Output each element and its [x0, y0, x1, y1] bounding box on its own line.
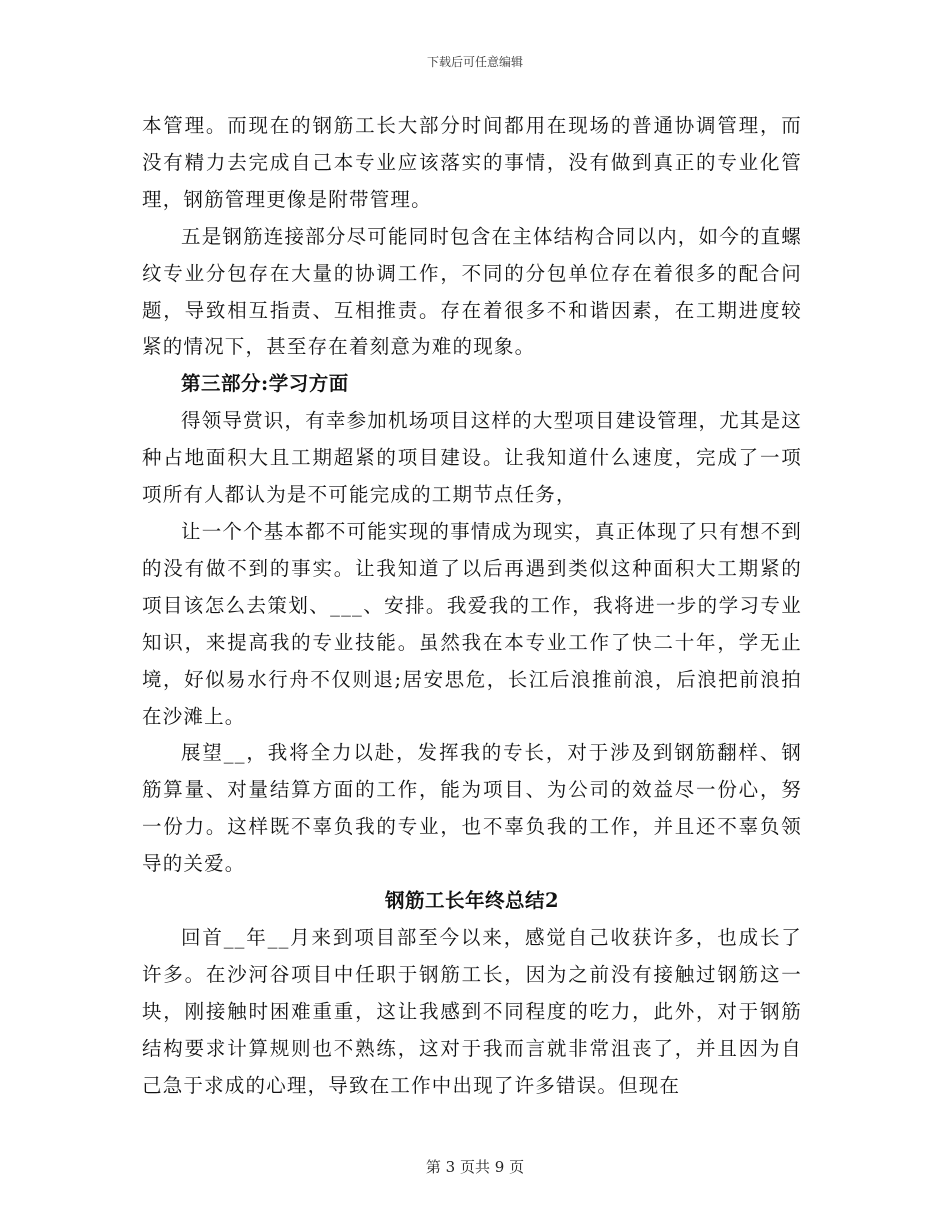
document-title: 钢筋工长年终总结2 [384, 889, 560, 913]
paragraph-learning-1: 得领导赏识，有幸参加机场项目这样的大型项目建设管理，尤其是这种占地面积大且工期超紧的项目建设。让我知道什么速度，完成了一项项所有人都认为是不可能完成的工期节点任务， [142, 409, 803, 507]
paragraph-outlook: 展望__，我将全力以赴，发挥我的专长，对于涉及到钢筋翻样、钢筋算量、对量结算方面的工作，能为项目、为公司的效益尽一份心，努一份力。这样既不辜负我的专业，也不辜负我的工作，并且还不辜负领导的关爱。 [142, 741, 802, 876]
paragraph-learning-2: 让一个个基本都不可能实现的事情成为现实，真正体现了只有想不到的没有做不到的事实。让我知道了以后再遇到类似这种面积大工期紧的项目该怎么去策划、___、安排。我爱我的工作，我将进一步的学习专业知识，来提高我的专业技能。虽然我在本专业工作了快二十年，学无止境，好似易水行舟不仅则退;居安思危，长江后浪推前浪，后浪把前浪拍在沙滩上。 [142, 519, 803, 728]
paragraph-review: 回首__年__月来到项目部至今以来，感觉自己收获许多，也成长了许多。在沙河谷项目中任职于钢筋工长，因为之前没有接触过钢筋这一块，刚接触时困难重重，这让我感到不同程度的吃力，此外，对于钢筋结构要求计算规则也不熟练，这对于我而言就非常沮丧了，并且因为自己急于求成的心理，导致在工作中出现了许多错误。但现在 [142, 925, 802, 1097]
paragraph-continuation: 本管理。而现在的钢筋工长大部分时间都用在现场的普通协调管理，而没有精力去完成自己本专业应该落实的事情，没有做到真正的专业化管理，钢筋管理更像是附带管理。 [142, 114, 802, 211]
page-footer: 第 3 页共 9 页 [425, 1158, 525, 1176]
paragraph-point-five: 五是钢筋连接部分尽可能同时包含在主体结构合同以内，如今的直螺纹专业分包存在大量的协调工作，不同的分包单位存在着很多的配合问题，导致相互指责、互相推责。存在着很多不和谐因素，在工期进度较紧的情况下，甚至存在着刻意为难的现象。 [142, 224, 803, 359]
page-header: 下载后可任意编辑 [426, 55, 523, 69]
section-heading-learning: 第三部分:学习方面 [181, 372, 349, 396]
document-body [142, 108, 802, 1104]
